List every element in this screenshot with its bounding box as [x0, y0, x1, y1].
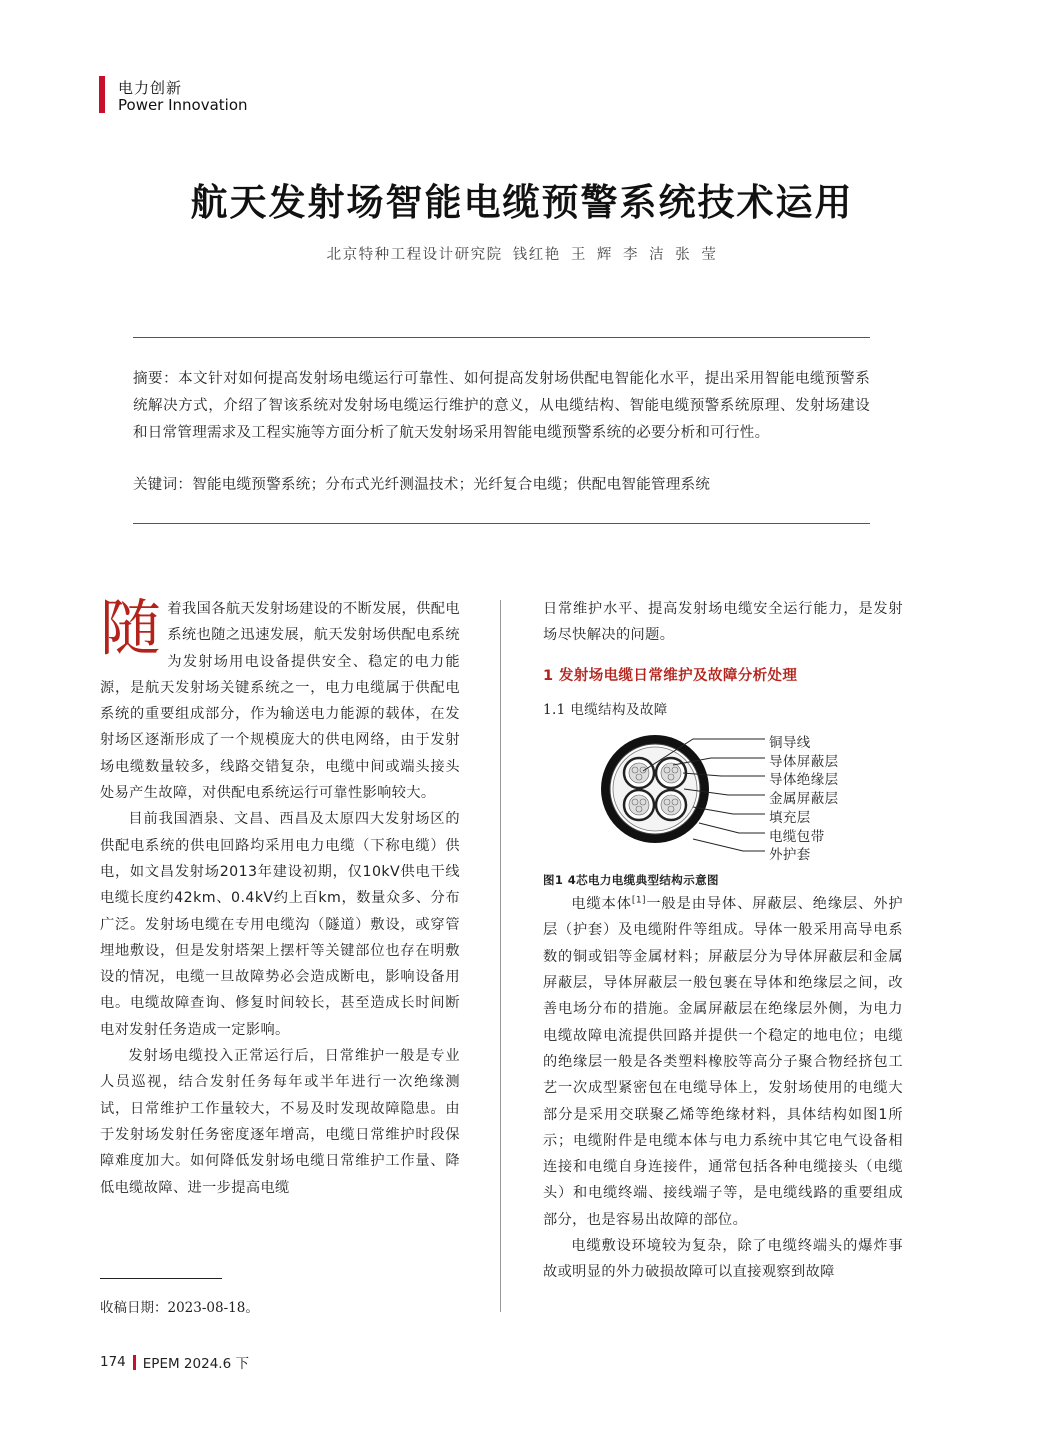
- figure-label-cable-tape: 电缆包带: [769, 829, 825, 846]
- section-heading: 1 发射场电缆日常维护及故障分析处理: [543, 667, 798, 684]
- body-column-left: [100, 593, 460, 1201]
- abstract-label: 摘要：: [133, 371, 179, 387]
- figure-label-filler: 填充层: [769, 810, 811, 827]
- section-name-en: Power Innovation: [118, 96, 248, 114]
- section-accent-bar: [99, 76, 105, 113]
- paragraph: 发射场电缆投入正常运行后，日常维护一般是专业人员巡视，结合发射任务每年或半年进行一次绝缘测试，日常维护工作量较大，不易及时发现故障隐患。由于发射场发射任务密度逐年增高，电缆日常维护时段保障难度加大。如何降低发射场电缆日常维护工作量、降低电缆故障、进一步提高电缆: [100, 1048, 460, 1196]
- paragraph: 着我国各航天发射场建设的不断发展，供配电系统也随之迅速发展，航天发射场供配电系统为发射场用电设备提供安全、稳定的电力能源，是航天发射场关键系统之一，电力电缆属于供配电系统的重要组成部分，作为输送电力能源的载体，在发射场区逐渐形成了一个规模庞大的供电网络，由于发射场电缆数量较多，线路交错复杂，电缆中间或端头接头处易产生故障，对供配电系统运行可靠性影响较大。: [100, 601, 460, 802]
- conductor-core: [624, 790, 654, 820]
- figure-label-copper-conductor: 铜导线: [769, 735, 811, 752]
- paragraph: 日常维护水平、提高发射场电缆安全运行能力，是发射场尽快解决的问题。: [543, 601, 903, 644]
- conductor-core: [656, 790, 686, 820]
- paragraph: 目前我国酒泉、文昌、西昌及太原四大发射场区的供配电系统的供电回路均采用电力电缆（下称电缆）供电，如文昌发射场2013年建设初期，仅10kV供电干线电缆长度约42km、0.4kV约上百km，数量众多、分布广泛。发射场电缆在专用电缆沟（隧道）敷设，或穿管埋地敷设，但是发射塔架上摆杆等关键部位也存在明敷设的情况，电缆一旦故障势必会造成断电，影响设备用电。电缆故障查询、修复时间较长，甚至造成长时间断电对发射任务造成一定影响。: [100, 811, 460, 1038]
- abstract: [133, 366, 870, 447]
- paragraph: 电缆敷设环境较为复杂，除了电缆终端头的爆炸事故或明显的外力破损故障可以直接观察到故障: [543, 1238, 903, 1281]
- dropcap: 随: [100, 593, 162, 664]
- cable-structure-figure: [543, 727, 903, 871]
- paragraph-lead: 电缆本体: [571, 896, 632, 913]
- article-title: 航天发射场智能电缆预警系统技术运用: [190, 181, 854, 224]
- abstract-top-rule: [133, 337, 870, 338]
- figure-label-conductor-shield: 导体屏蔽层: [769, 754, 839, 771]
- page-footer: [100, 1352, 249, 1372]
- figure-label-metal-shield: 金属屏蔽层: [769, 791, 839, 808]
- subsection-heading: 1.1 电缆结构及故障: [543, 701, 668, 718]
- keywords: [133, 474, 870, 496]
- page-number: 174: [100, 1354, 126, 1370]
- conductor-core: [656, 758, 686, 788]
- footer-separator: [133, 1355, 136, 1370]
- column-divider: [500, 600, 501, 1312]
- figure-label-outer-sheath: 外护套: [769, 847, 811, 864]
- abstract-text: 本文针对如何提高发射场电缆运行可靠性、如何提高发射场供配电智能化水平，提出采用智能电缆预警系统解决方式，介绍了智该系统对发射场电缆运行维护的意义，从电缆结构、智能电缆预警系统原理、发射场建设和日常管理需求及工程实施等方面分析了航天发射场采用智能电缆预警系统的必要分析和可行性。: [133, 371, 870, 441]
- keywords-text: 智能电缆预警系统；分布式光纤测温技术；光纤复合电缆；供配电智能管理系统: [192, 477, 711, 493]
- conductor-core: [624, 758, 654, 788]
- figure-label-insulation: 导体绝缘层: [769, 772, 839, 789]
- paragraph: [543, 891, 903, 1233]
- paragraph-text: 一般是由导体、屏蔽层、绝缘层、外护层（护套）及电缆附件等组成。导体一般采用高导电系数的铜或铝等金属材料；屏蔽层分为导体屏蔽层和金属屏蔽层，导体屏蔽层一般包裹在导体和绝缘层之间，改善电场分布的措施。金属屏蔽层在绝缘层外侧，为电力电缆故障电流提供回路并提供一个稳定的地电位；电缆的绝缘层一般是各类塑料橡胶等高分子聚合物经挤包工艺一次成型紧密包在电缆导体上，发射场使用的电缆大部分是采用交联聚乙烯等绝缘材料，具体结构如图1所示；电缆附件是电缆本体与电力系统中其它电气设备相连接和电缆自身连接件，通常包括各种电缆接头（电缆头）和电缆终端、接线端子等，是电缆线路的重要组成部分，也是容易出故障的部位。: [543, 896, 903, 1228]
- body-column-right: [543, 596, 903, 1286]
- received-date-footnote: 收稿日期：2023-08-18。: [100, 1300, 259, 1316]
- abstract-bottom-rule: [133, 523, 870, 524]
- section-name-cn: 电力创新: [118, 79, 183, 97]
- footnote-rule: [100, 1278, 222, 1279]
- keywords-label: 关键词：: [133, 477, 193, 493]
- journal-issue: EPEM 2024.6 下: [142, 1356, 249, 1372]
- citation-ref: [1]: [631, 895, 646, 906]
- article-authors: 北京特种工程设计研究院 钱红艳 王 辉 李 洁 张 莹: [326, 247, 718, 263]
- figure-caption: 图1 4芯电力电缆典型结构示意图: [543, 873, 719, 888]
- cable-cross-section-diagram: [543, 727, 903, 871]
